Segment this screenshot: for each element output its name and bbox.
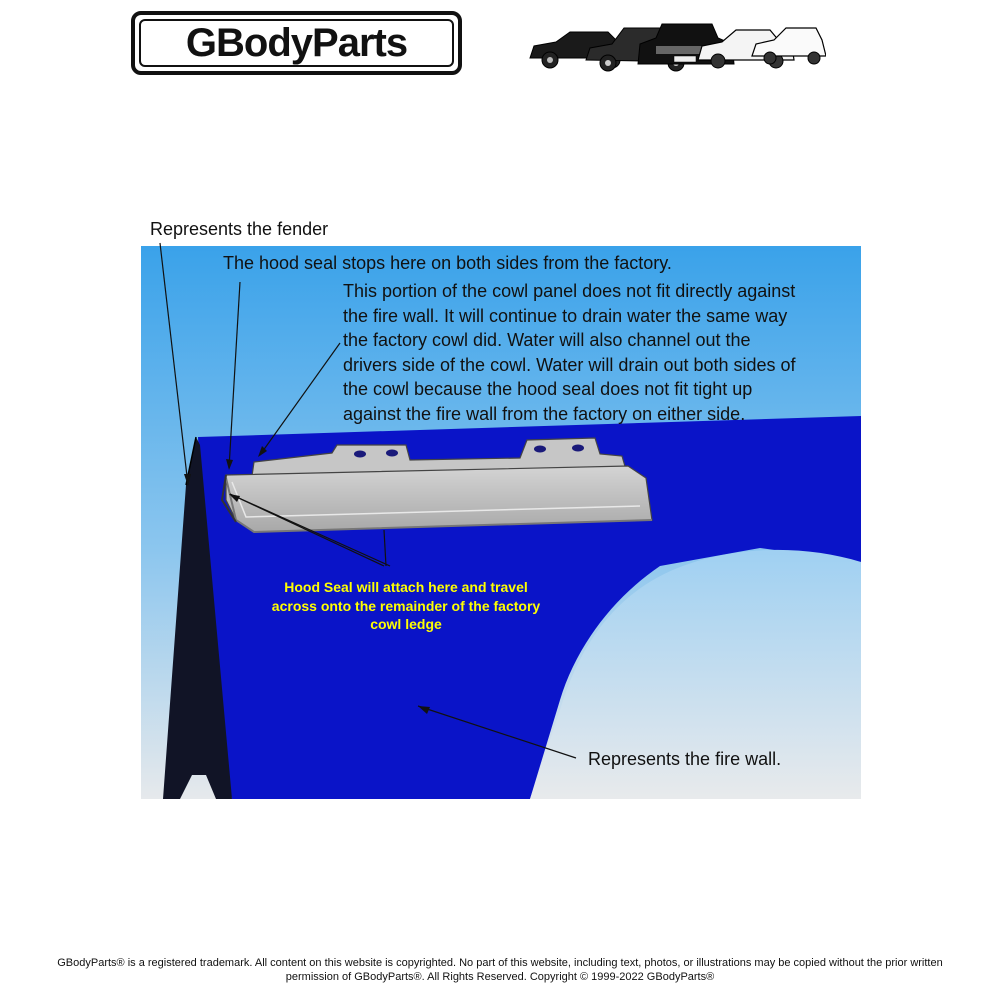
logo-text: GBodyParts <box>185 21 408 65</box>
label-hood-seal-attach: Hood Seal will attach here and travel across onto the remainder of the factory cowl ledge <box>271 579 541 632</box>
label-fender: Represents the fender <box>150 219 329 239</box>
label-fire-wall: Represents the fire wall. <box>588 749 782 769</box>
label-cowl-portion: This portion of the cowl panel does not fit directly against the fire wall. It will continue to drain water the same way the factory cowl did. Water will also channel out the drivers side of the cowl. Water will drain out both sides of the cowl because the hood seal does not fit tight up against the fire wall from the factory on either side. <box>343 281 796 424</box>
label-hood-seal-stop: The hood seal stops here on both sides from the factory. <box>223 253 672 273</box>
footer-copyright: GBodyParts® is a registered trademark. All content on this website is copyrighted. No part of this website, including text, photos, or illustrations may be copied without the prior written permission of GBodyParts®. All Rights Reserved. Copyright © 1999-2022 GBodyParts® <box>57 957 943 983</box>
